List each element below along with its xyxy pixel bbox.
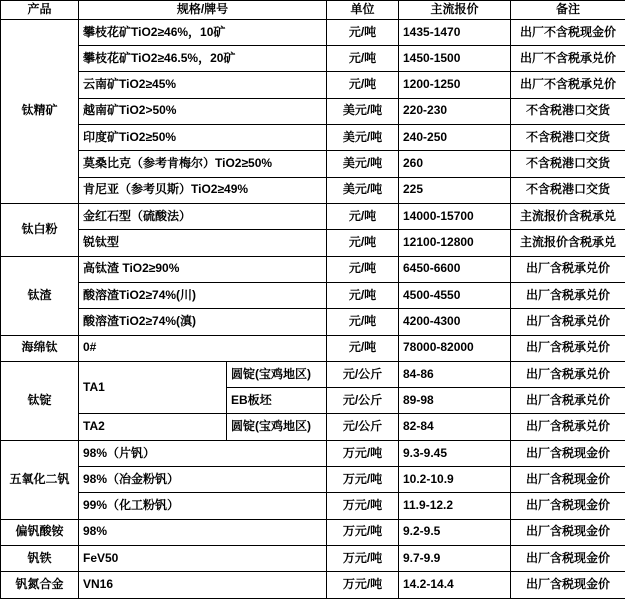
header-price: 主流报价 [399, 1, 511, 20]
product-cell: 偏钒酸铵 [1, 519, 79, 545]
spec-cell: VN16 [79, 572, 327, 599]
unit-cell: 元/吨 [327, 309, 399, 335]
spec-cell: 金红石型（硫酸法） [79, 203, 327, 229]
product-cell: 钒氮合金 [1, 572, 79, 599]
table-row [1, 361, 625, 387]
unit-cell: 元/吨 [327, 72, 399, 98]
price-cell: 14000-15700 [399, 203, 511, 229]
unit-cell: 元/公斤 [327, 361, 399, 387]
price-cell: 4200-4300 [399, 309, 511, 335]
table-row [1, 177, 625, 203]
note-cell: 出厂含税承兑价 [511, 361, 625, 387]
note-cell: 出厂含税现金价 [511, 519, 625, 545]
unit-cell: 万元/吨 [327, 519, 399, 545]
note-cell: 出厂含税现金价 [511, 572, 625, 599]
price-cell: 84-86 [399, 361, 511, 387]
price-cell: 225 [399, 177, 511, 203]
note-cell: 不含税港口交货 [511, 177, 625, 203]
price-cell: 14.2-14.4 [399, 572, 511, 599]
note-cell: 出厂含税现金价 [511, 467, 625, 493]
note-cell: 主流报价含税承兑 [511, 203, 625, 229]
spec-cell: 酸溶渣TiO2≥74%(滇) [79, 309, 327, 335]
price-cell: 82-84 [399, 414, 511, 440]
table-row [1, 256, 625, 282]
price-cell: 240-250 [399, 125, 511, 151]
note-cell: 出厂含税承兑价 [511, 388, 625, 414]
price-cell: 11.9-12.2 [399, 493, 511, 519]
note-cell: 出厂含税承兑价 [511, 309, 625, 335]
table-row [1, 230, 625, 256]
spec-cell: 莫桑比克（参考肯梅尔）TiO2≥50% [79, 151, 327, 177]
grade-cell: TA1 [79, 361, 227, 414]
unit-cell: 元/吨 [327, 256, 399, 282]
spec-cell: 99%（化工粉钒） [79, 493, 327, 519]
table-row [1, 414, 625, 440]
table-row [1, 125, 625, 151]
spec-cell: 圆锭(宝鸡地区) [227, 361, 327, 387]
price-cell: 78000-82000 [399, 335, 511, 361]
header-unit: 单位 [327, 1, 399, 20]
table-header [1, 1, 625, 20]
note-cell: 出厂不含税承兑价 [511, 72, 625, 98]
table-row [1, 151, 625, 177]
price-cell: 9.3-9.45 [399, 440, 511, 466]
table-row [1, 72, 625, 98]
spec-cell: 酸溶渣TiO2≥74%(川) [79, 282, 327, 308]
price-cell: 1450-1500 [399, 46, 511, 72]
note-cell: 出厂含税承兑价 [511, 335, 625, 361]
note-cell: 不含税港口交货 [511, 98, 625, 124]
unit-cell: 美元/吨 [327, 98, 399, 124]
note-cell: 出厂含税现金价 [511, 546, 625, 572]
price-cell: 9.2-9.5 [399, 519, 511, 545]
product-cell: 钛精矿 [1, 19, 79, 203]
spec-cell: 锐钛型 [79, 230, 327, 256]
spec-cell: 印度矿TiO2≥50% [79, 125, 327, 151]
price-cell: 12100-12800 [399, 230, 511, 256]
product-cell: 钒铁 [1, 546, 79, 572]
product-cell: 钛渣 [1, 256, 79, 335]
unit-cell: 万元/吨 [327, 572, 399, 599]
table-row [1, 203, 625, 229]
spec-cell: 98%（片钒） [79, 440, 327, 466]
note-cell: 出厂不含税现金价 [511, 19, 625, 45]
header-note: 备注 [511, 1, 625, 20]
unit-cell: 万元/吨 [327, 440, 399, 466]
note-cell: 主流报价含税承兑 [511, 230, 625, 256]
spec-cell: 攀枝花矿TiO2≥46%，10矿 [79, 19, 327, 45]
unit-cell: 万元/吨 [327, 467, 399, 493]
product-cell: 钛白粉 [1, 203, 79, 256]
table-row [1, 467, 625, 493]
note-cell: 出厂含税承兑价 [511, 256, 625, 282]
table-row [1, 335, 625, 361]
note-cell: 出厂含税承兑价 [511, 282, 625, 308]
table-body [1, 19, 625, 598]
unit-cell: 万元/吨 [327, 546, 399, 572]
spec-cell: FeV50 [79, 546, 327, 572]
table-row [1, 546, 625, 572]
product-cell: 海绵钛 [1, 335, 79, 361]
spec-cell: EB板坯 [227, 388, 327, 414]
price-cell: 10.2-10.9 [399, 467, 511, 493]
price-cell: 260 [399, 151, 511, 177]
spec-cell: 98% [79, 519, 327, 545]
spec-cell: 圆锭(宝鸡地区) [227, 414, 327, 440]
table-row [1, 519, 625, 545]
price-cell: 4500-4550 [399, 282, 511, 308]
note-cell: 出厂含税现金价 [511, 493, 625, 519]
header-row [1, 1, 625, 20]
table-row [1, 282, 625, 308]
spec-cell: 云南矿TiO2≥45% [79, 72, 327, 98]
price-cell: 220-230 [399, 98, 511, 124]
unit-cell: 美元/吨 [327, 125, 399, 151]
table-row [1, 572, 625, 599]
unit-cell: 元/吨 [327, 19, 399, 45]
spec-cell: 越南矿TiO2>50% [79, 98, 327, 124]
unit-cell: 万元/吨 [327, 493, 399, 519]
price-cell: 1435-1470 [399, 19, 511, 45]
table-row [1, 493, 625, 519]
table-row [1, 46, 625, 72]
table-row [1, 309, 625, 335]
product-cell: 钛锭 [1, 361, 79, 440]
price-cell: 9.7-9.9 [399, 546, 511, 572]
table-row [1, 19, 625, 45]
unit-cell: 元/吨 [327, 46, 399, 72]
grade-cell: TA2 [79, 414, 227, 440]
table-row [1, 440, 625, 466]
spec-cell: 0# [79, 335, 327, 361]
unit-cell: 元/吨 [327, 230, 399, 256]
note-cell: 出厂含税现金价 [511, 440, 625, 466]
spec-cell: 98%（冶金粉钒） [79, 467, 327, 493]
unit-cell: 元/吨 [327, 335, 399, 361]
unit-cell: 元/吨 [327, 203, 399, 229]
spec-cell: 肯尼亚（参考贝斯）TiO2≥49% [79, 177, 327, 203]
price-cell: 6450-6600 [399, 256, 511, 282]
header-spec: 规格/牌号 [79, 1, 327, 20]
unit-cell: 美元/吨 [327, 177, 399, 203]
table-row [1, 98, 625, 124]
price-cell: 89-98 [399, 388, 511, 414]
unit-cell: 元/公斤 [327, 388, 399, 414]
header-product: 产品 [1, 1, 79, 20]
unit-cell: 元/公斤 [327, 414, 399, 440]
note-cell: 出厂不含税承兑价 [511, 46, 625, 72]
note-cell: 出厂含税承兑价 [511, 414, 625, 440]
note-cell: 不含税港口交货 [511, 151, 625, 177]
product-cell: 五氧化二钒 [1, 440, 79, 519]
spec-cell: 高钛渣 TiO2≥90% [79, 256, 327, 282]
unit-cell: 元/吨 [327, 282, 399, 308]
price-cell: 1200-1250 [399, 72, 511, 98]
spec-cell: 攀枝花矿TiO2≥46.5%，20矿 [79, 46, 327, 72]
unit-cell: 美元/吨 [327, 151, 399, 177]
note-cell: 不含税港口交货 [511, 125, 625, 151]
